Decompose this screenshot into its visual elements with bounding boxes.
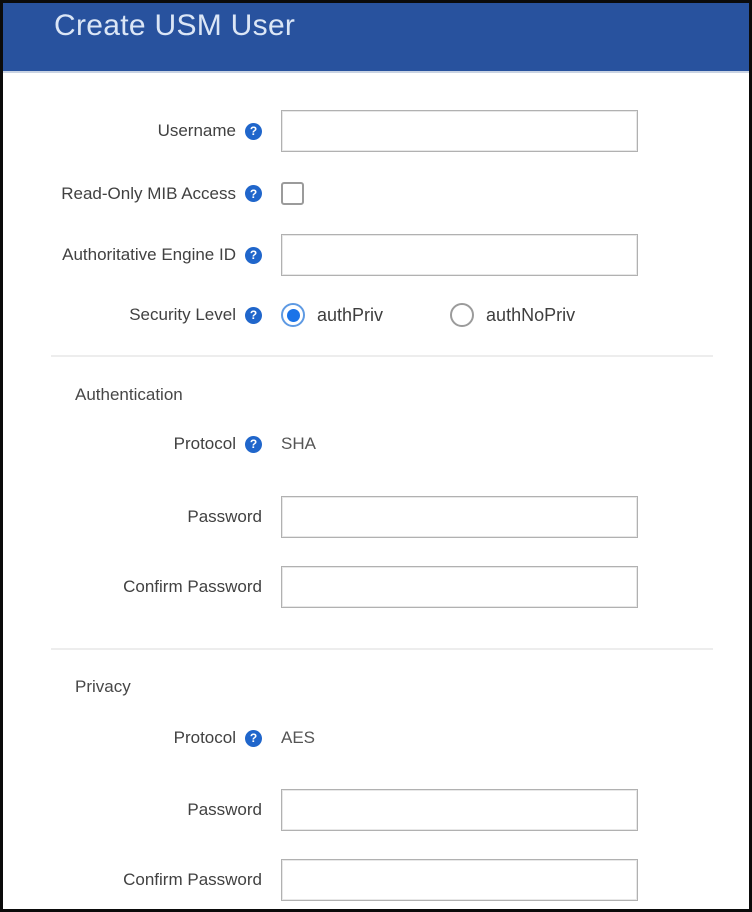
auth-password-label: Password [187, 507, 262, 526]
auth-password-input[interactable] [281, 496, 638, 538]
mib-access-help-icon[interactable]: ? [245, 185, 262, 202]
engine-id-label: Authoritative Engine ID [62, 245, 236, 264]
privacy-section-heading: Privacy [75, 677, 131, 696]
section-divider [51, 648, 713, 650]
privacy-password-input[interactable] [281, 789, 638, 831]
auth-confirm-password-label: Confirm Password [123, 577, 262, 596]
auth-protocol-help-icon[interactable]: ? [245, 436, 262, 453]
security-level-row [3, 303, 749, 327]
mib-access-checkbox[interactable] [281, 182, 304, 205]
auth-protocol-label: Protocol [173, 434, 236, 453]
engine-id-help-icon[interactable]: ? [245, 247, 262, 264]
privacy-password-label: Password [187, 800, 262, 819]
engine-id-input[interactable] [281, 234, 638, 276]
security-level-label: Security Level [129, 305, 236, 324]
radio-option-authnopriv[interactable] [450, 303, 575, 327]
auth-confirm-password-input[interactable] [281, 566, 638, 608]
page-title: Create USM User [54, 9, 296, 42]
authentication-section-heading: Authentication [75, 385, 183, 404]
radio-authnopriv-label: authNoPriv [486, 304, 576, 325]
username-input[interactable] [281, 110, 638, 152]
username-row [3, 110, 749, 152]
username-help-icon[interactable]: ? [245, 123, 262, 140]
privacy-protocol-value: AES [281, 728, 316, 747]
privacy-confirm-password-input[interactable] [281, 859, 638, 901]
privacy-protocol-row [3, 727, 749, 749]
radio-option-authpriv[interactable] [281, 303, 383, 327]
auth-protocol-row [3, 433, 749, 455]
mib-access-label: Read-Only MIB Access [61, 183, 236, 203]
privacy-password-row [3, 789, 749, 831]
mib-access-row [3, 182, 749, 205]
privacy-protocol-label: Protocol [173, 728, 236, 747]
auth-password-row [3, 496, 749, 538]
radio-authpriv-label: authPriv [317, 304, 384, 325]
privacy-confirm-password-row [3, 859, 749, 901]
section-divider [51, 355, 713, 357]
radio-authpriv-selected-icon[interactable] [281, 303, 305, 327]
engine-id-row [3, 234, 749, 276]
auth-confirm-password-row [3, 566, 749, 608]
security-level-help-icon[interactable]: ? [245, 307, 262, 324]
dialog-header [3, 3, 749, 73]
privacy-protocol-help-icon[interactable]: ? [245, 730, 262, 747]
privacy-confirm-password-label: Confirm Password [123, 870, 262, 889]
username-label: Username [157, 121, 236, 140]
auth-protocol-value: SHA [281, 434, 316, 453]
radio-authnopriv-unselected-icon[interactable] [450, 303, 474, 327]
